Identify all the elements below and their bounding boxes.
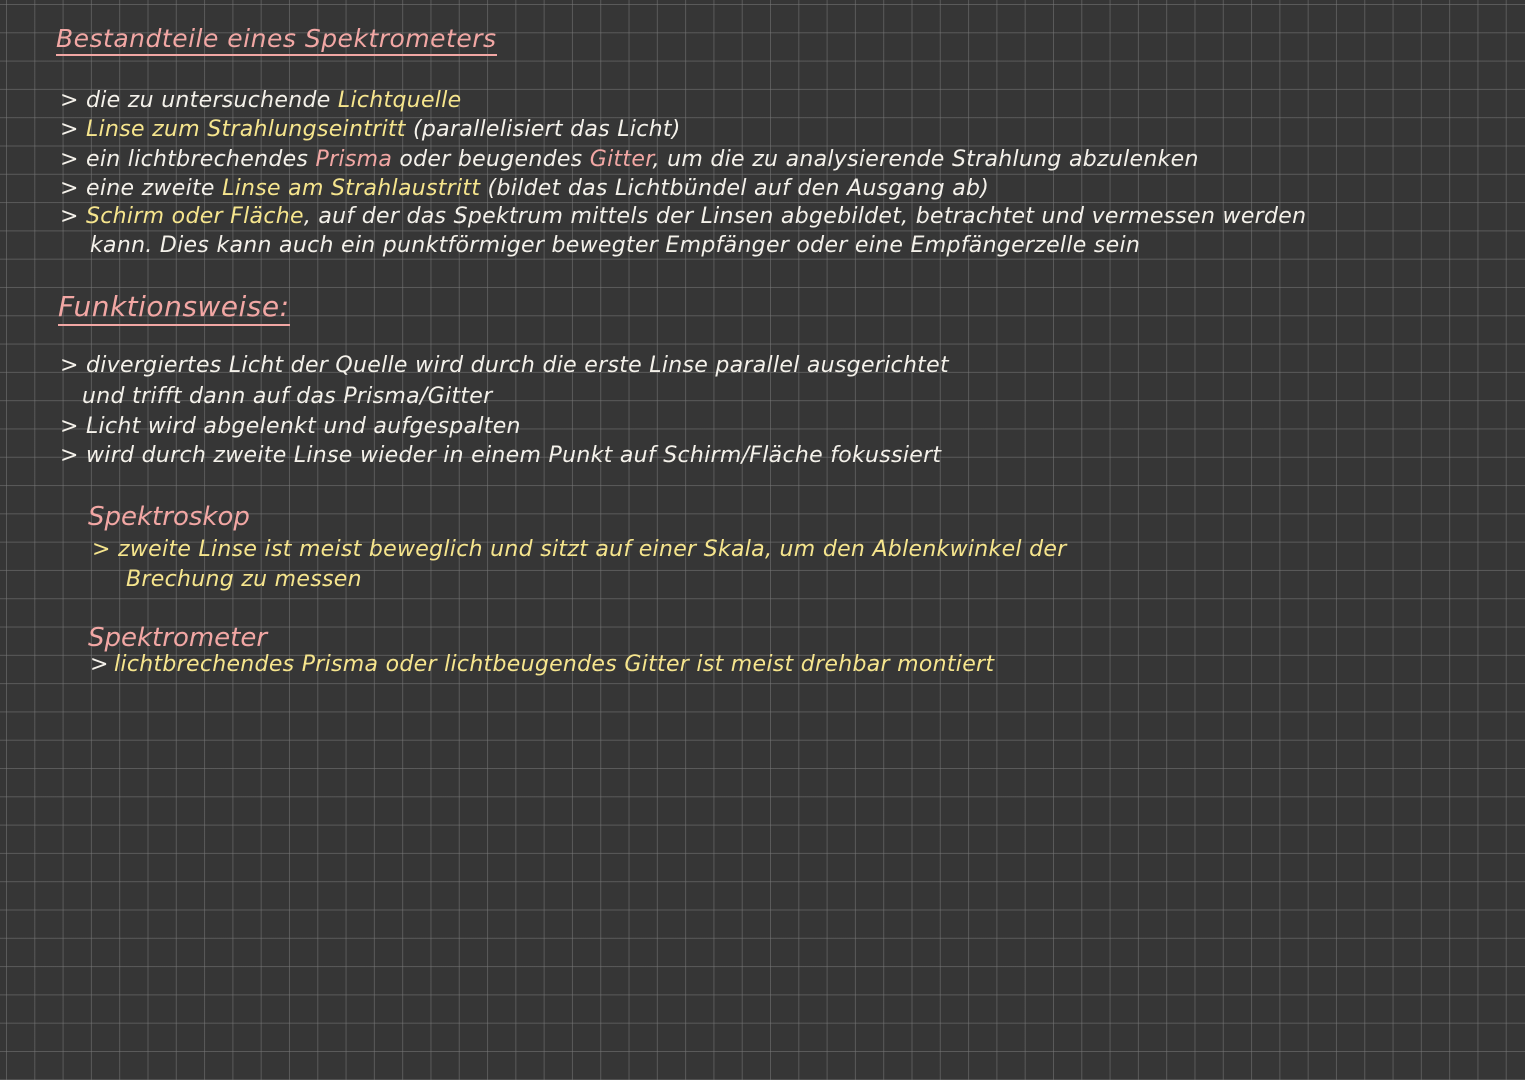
- arrow-glyph: >: [60, 147, 79, 172]
- list-item-text: , um die zu analysierende Strahlung abzulenken: [652, 147, 1199, 172]
- list-item: [60, 414, 521, 439]
- list-item-text: zweite Linse ist meist beweglich und sitzt auf einer Skala, um den Ablenkwinkel der: [118, 537, 1067, 562]
- list-item-continuation: Brechung zu messen: [126, 567, 362, 592]
- heading-bestandteile: [56, 24, 497, 53]
- list-item-text: ein lichtbrechendes: [86, 147, 316, 172]
- heading-text: Bestandteile eines Spektrometers: [56, 24, 497, 56]
- arrow-glyph: >: [60, 204, 79, 229]
- arrow-glyph: >: [60, 443, 79, 468]
- list-item-text: (bildet das Lichtbündel auf den Ausgang ab): [480, 176, 990, 201]
- arrow-glyph: >: [60, 353, 79, 378]
- arrow-glyph: >: [92, 537, 111, 562]
- list-item-text: divergiertes Licht der Quelle wird durch die erste Linse parallel ausgerichtet: [86, 353, 949, 378]
- arrow-glyph: >: [60, 176, 79, 201]
- list-item-text: Linse zum Strahlungseintritt: [86, 117, 406, 142]
- list-item: [60, 88, 461, 113]
- heading-text: Funktionsweise:: [58, 290, 290, 326]
- list-item-text: Gitter: [589, 147, 653, 172]
- list-item-text: Lichtquelle: [337, 88, 462, 113]
- arrow-glyph: >: [60, 88, 79, 113]
- heading-funktionsweise: [58, 290, 290, 323]
- list-item: [60, 204, 1306, 229]
- list-item-continuation: kann. Dies kann auch ein punktförmiger bewegter Empfänger oder eine Empfängerzelle sein: [90, 233, 1141, 258]
- list-item-text: Prisma: [315, 147, 393, 172]
- list-item-text: (parallelisiert das Licht): [405, 117, 681, 142]
- list-item-text: eine zweite: [86, 176, 223, 201]
- list-item-text: Licht wird abgelenkt und aufgespalten: [86, 414, 521, 439]
- list-item-text: Schirm oder Fläche: [86, 204, 304, 229]
- list-item-text: die zu untersuchende: [86, 88, 338, 113]
- list-item: [60, 147, 1199, 172]
- subheading-spektrometer: Spektrometer: [88, 623, 268, 653]
- list-item-text: , auf der das Spektrum mittels der Linsen abgebildet, betrachtet und vermessen werden: [303, 204, 1307, 229]
- list-item-continuation: und trifft dann auf das Prisma/Gitter: [82, 384, 493, 409]
- list-item-text: wird durch zweite Linse wieder in einem Punkt auf Schirm/Fläche fokussiert: [86, 443, 942, 468]
- list-item-text: oder beugendes: [392, 147, 590, 172]
- subheading-spektroskop: Spektroskop: [88, 502, 250, 532]
- list-item: [60, 176, 989, 201]
- arrow-glyph: >: [60, 117, 79, 142]
- list-item: [60, 353, 949, 378]
- list-item: [60, 117, 681, 142]
- list-item-text: lichtbrechendes Prisma oder lichtbeugendes Gitter ist meist drehbar montiert: [114, 652, 995, 677]
- arrow-glyph: >: [60, 414, 79, 439]
- list-item: [90, 652, 994, 677]
- list-item: [60, 443, 941, 468]
- arrow-glyph: >: [90, 652, 109, 677]
- list-item-text: Linse am Strahlaustritt: [222, 176, 481, 201]
- list-item: [92, 537, 1067, 562]
